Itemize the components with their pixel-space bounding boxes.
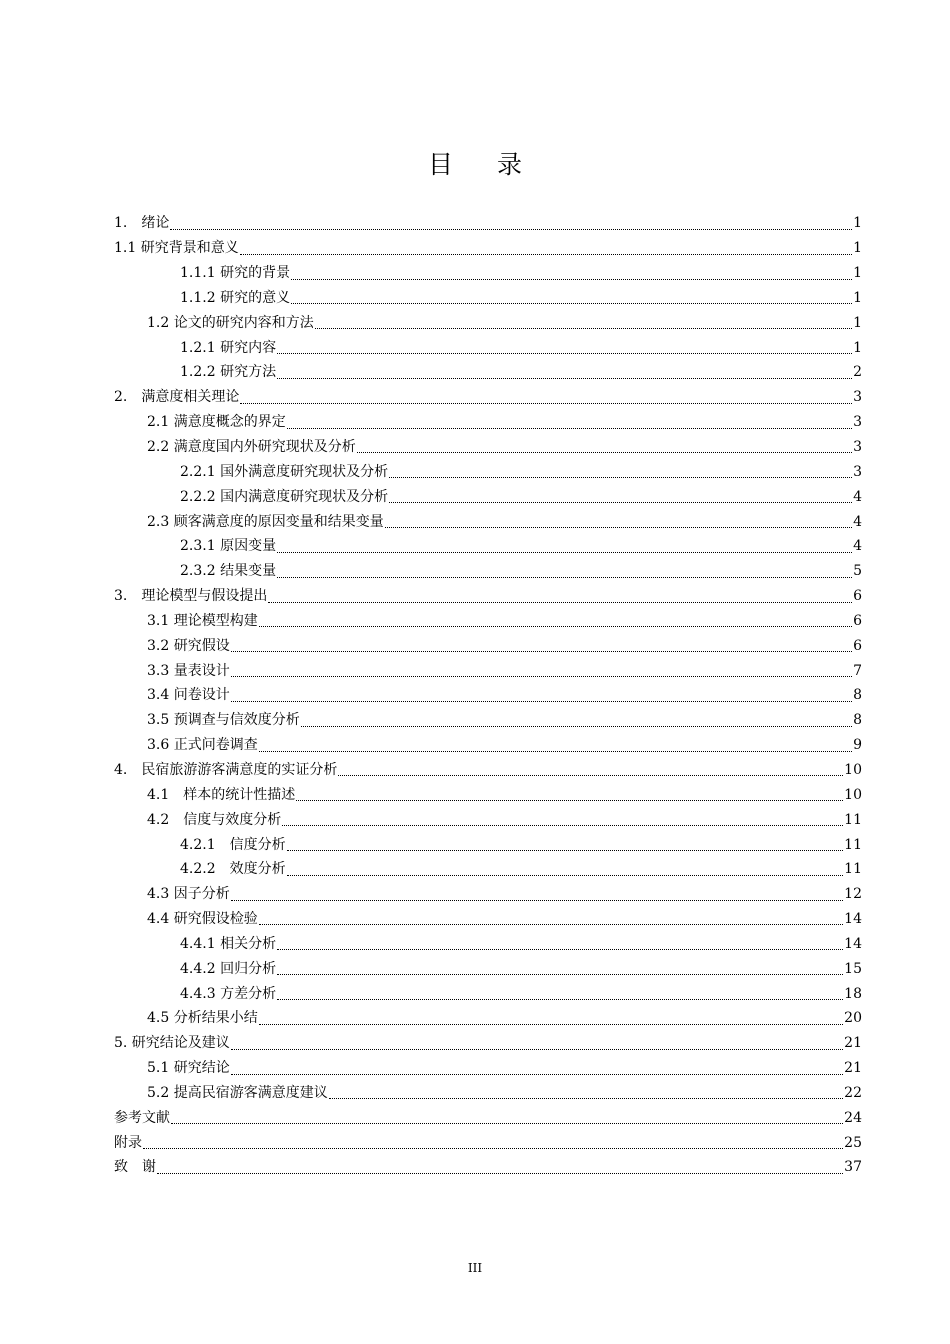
toc-entry-label: 4.4.1 相关分析 — [180, 935, 277, 952]
toc-entry-page: 6 — [853, 588, 862, 605]
toc-entry-label: 1.2.2 研究方法 — [180, 364, 277, 381]
toc-entry-page: 10 — [844, 761, 862, 778]
toc-entry-label: 4.5 分析结果小结 — [147, 1010, 258, 1027]
toc-entry-label: 2.3.2 结果变量 — [180, 563, 277, 580]
toc-entry-page: 3 — [853, 414, 862, 431]
toc-entry[interactable] — [114, 1081, 862, 1106]
toc-entry-label: 1.1.1 研究的背景 — [180, 265, 291, 282]
toc-entry-label: 2.1 满意度概念的界定 — [147, 414, 286, 431]
toc-entry-label: 3.3 量表设计 — [147, 662, 230, 679]
toc-entry[interactable] — [114, 857, 862, 882]
toc-dot-leader — [338, 775, 843, 776]
toc-entry-label: 参考文献 — [114, 1109, 170, 1126]
toc-entry-label: 4.4.2 回归分析 — [180, 960, 277, 977]
toc-entry-label: 1.2.1 研究内容 — [180, 339, 277, 356]
toc-dot-leader — [291, 303, 852, 304]
toc-dot-leader — [259, 626, 852, 627]
toc-dot-leader — [171, 1123, 843, 1124]
toc-entry[interactable] — [114, 1031, 862, 1056]
toc-dot-leader — [231, 900, 843, 901]
toc-entry-label: 3.1 理论模型构建 — [147, 612, 258, 629]
toc-entry-label: 致 谢 — [114, 1159, 156, 1176]
toc-dot-leader — [259, 924, 843, 925]
toc-entry-page: 8 — [853, 712, 862, 729]
toc-entry-page: 22 — [844, 1084, 862, 1101]
toc-entry[interactable] — [114, 907, 862, 932]
toc-entry-page: 1 — [853, 240, 862, 257]
toc-entry[interactable] — [114, 1056, 862, 1081]
toc-entry[interactable] — [114, 286, 862, 311]
toc-entry-page: 12 — [844, 886, 862, 903]
toc-entry-label: 2. 满意度相关理论 — [114, 389, 240, 406]
table-of-contents — [114, 211, 862, 1180]
toc-entry-page: 7 — [853, 662, 862, 679]
toc-entry-page: 2 — [853, 364, 862, 381]
toc-dot-leader — [277, 974, 843, 975]
toc-entry-page: 14 — [844, 911, 862, 928]
toc-entry[interactable] — [114, 758, 862, 783]
toc-entry-page: 11 — [844, 861, 862, 878]
toc-entry-label: 2.2.1 国外满意度研究现状及分析 — [180, 463, 389, 480]
toc-entry-page: 3 — [853, 439, 862, 456]
toc-entry-page: 5 — [853, 563, 862, 580]
toc-entry-label: 4.4 研究假设检验 — [147, 911, 258, 928]
toc-dot-leader — [277, 378, 852, 379]
toc-entry-label: 1.1 研究背景和意义 — [114, 240, 239, 257]
toc-dot-leader — [291, 279, 852, 280]
toc-entry-label: 5. 研究结论及建议 — [114, 1035, 230, 1052]
toc-entry-page: 11 — [844, 836, 862, 853]
toc-dot-leader — [240, 403, 852, 404]
toc-entry[interactable] — [114, 609, 862, 634]
toc-entry[interactable] — [114, 435, 862, 460]
toc-entry[interactable] — [114, 981, 862, 1006]
toc-entry[interactable] — [114, 1006, 862, 1031]
toc-dot-leader — [170, 229, 852, 230]
toc-entry[interactable] — [114, 956, 862, 981]
toc-entry-label: 3.4 问卷设计 — [147, 687, 230, 704]
toc-entry-label: 5.1 研究结论 — [147, 1060, 230, 1077]
toc-entry[interactable] — [114, 484, 862, 509]
toc-dot-leader — [287, 850, 844, 851]
toc-entry-page: 6 — [853, 612, 862, 629]
toc-dot-leader — [240, 254, 852, 255]
page-number-footer: III — [467, 1261, 483, 1275]
toc-entry-page: 20 — [844, 1010, 862, 1027]
toc-entry[interactable] — [114, 708, 862, 733]
toc-entry[interactable] — [114, 807, 862, 832]
toc-entry-page: 25 — [844, 1134, 862, 1151]
toc-entry-label: 1.2 论文的研究内容和方法 — [147, 314, 314, 331]
toc-entry-page: 14 — [844, 935, 862, 952]
toc-entry-label: 4.2.1 信度分析 — [180, 836, 286, 853]
toc-dot-leader — [268, 602, 852, 603]
toc-dot-leader — [231, 1074, 843, 1075]
toc-entry[interactable] — [114, 509, 862, 534]
toc-entry-page: 18 — [844, 985, 862, 1002]
toc-entry[interactable] — [114, 335, 862, 360]
toc-entry-page: 1 — [853, 215, 862, 232]
toc-entry-label: 4.4.3 方差分析 — [180, 985, 277, 1002]
toc-dot-leader — [231, 701, 852, 702]
toc-entry[interactable] — [114, 459, 862, 484]
toc-entry[interactable] — [114, 310, 862, 335]
toc-entry-label: 4.3 因子分析 — [147, 886, 230, 903]
toc-entry[interactable] — [114, 410, 862, 435]
toc-entry-label: 3. 理论模型与假设提出 — [114, 588, 268, 605]
toc-entry-page: 21 — [844, 1060, 862, 1077]
toc-entry-page: 1 — [853, 265, 862, 282]
page-title: 目 录 — [428, 150, 540, 179]
toc-entry-page: 9 — [853, 737, 862, 754]
toc-dot-leader — [329, 1098, 843, 1099]
toc-entry[interactable] — [114, 931, 862, 956]
toc-dot-leader — [287, 428, 852, 429]
toc-entry-label: 1.1.2 研究的意义 — [180, 289, 291, 306]
toc-dot-leader — [282, 825, 843, 826]
toc-entry-label: 4.2 信度与效度分析 — [147, 811, 282, 828]
toc-entry-page: 15 — [844, 960, 862, 977]
toc-entry-page: 1 — [853, 339, 862, 356]
toc-entry-label: 2.3.1 原因变量 — [180, 538, 277, 555]
toc-entry[interactable] — [114, 683, 862, 708]
toc-entry[interactable] — [114, 211, 862, 236]
toc-dot-leader — [277, 353, 852, 354]
toc-entry-page: 24 — [844, 1109, 862, 1126]
toc-entry-label: 3.6 正式问卷调查 — [147, 737, 258, 754]
toc-entry-label: 4. 民宿旅游游客满意度的实证分析 — [114, 761, 338, 778]
toc-entry[interactable] — [114, 261, 862, 286]
toc-entry[interactable] — [114, 832, 862, 857]
toc-entry-label: 5.2 提高民宿游客满意度建议 — [147, 1084, 328, 1101]
toc-dot-leader — [385, 527, 852, 528]
toc-dot-leader — [231, 676, 852, 677]
toc-entry-page: 3 — [853, 389, 862, 406]
toc-entry-page: 3 — [853, 463, 862, 480]
toc-entry[interactable] — [114, 633, 862, 658]
toc-dot-leader — [231, 651, 852, 652]
toc-dot-leader — [301, 726, 852, 727]
toc-dot-leader — [277, 552, 852, 553]
toc-entry[interactable] — [114, 1130, 862, 1155]
toc-entry-page: 4 — [853, 538, 862, 555]
toc-dot-leader — [389, 477, 852, 478]
toc-entry-label: 4.1 样本的统计性描述 — [147, 786, 296, 803]
toc-dot-leader — [143, 1148, 843, 1149]
toc-dot-leader — [357, 452, 852, 453]
toc-dot-leader — [231, 1049, 843, 1050]
toc-dot-leader — [277, 949, 843, 950]
toc-entry-page: 1 — [853, 289, 862, 306]
toc-entry[interactable] — [114, 584, 862, 609]
toc-entry-label: 3.5 预调查与信效度分析 — [147, 712, 300, 729]
toc-dot-leader — [277, 999, 843, 1000]
toc-entry-label: 3.2 研究假设 — [147, 637, 230, 654]
toc-entry-page: 10 — [844, 786, 862, 803]
toc-entry[interactable] — [114, 1155, 862, 1180]
toc-entry-page: 1 — [853, 314, 862, 331]
toc-entry-page: 4 — [853, 513, 862, 530]
toc-entry-page: 37 — [844, 1159, 862, 1176]
toc-entry-page: 8 — [853, 687, 862, 704]
toc-dot-leader — [296, 800, 843, 801]
toc-entry-page: 4 — [853, 488, 862, 505]
toc-entry-label: 2.2 满意度国内外研究现状及分析 — [147, 439, 356, 456]
toc-entry-page: 6 — [853, 637, 862, 654]
toc-entry-page: 11 — [844, 811, 862, 828]
toc-entry[interactable] — [114, 733, 862, 758]
toc-dot-leader — [157, 1173, 843, 1174]
toc-entry-page: 21 — [844, 1035, 862, 1052]
toc-dot-leader — [259, 751, 852, 752]
toc-entry-label: 附录 — [114, 1134, 142, 1151]
toc-entry-label: 2.2.2 国内满意度研究现状及分析 — [180, 488, 389, 505]
toc-entry[interactable] — [114, 534, 862, 559]
toc-entry[interactable] — [114, 658, 862, 683]
toc-dot-leader — [259, 1024, 843, 1025]
toc-entry[interactable] — [114, 882, 862, 907]
toc-entry[interactable] — [114, 360, 862, 385]
toc-entry-label: 2.3 顾客满意度的原因变量和结果变量 — [147, 513, 384, 530]
toc-entry-label: 4.2.2 效度分析 — [180, 861, 286, 878]
toc-entry[interactable] — [114, 1105, 862, 1130]
toc-dot-leader — [389, 502, 852, 503]
toc-dot-leader — [287, 875, 844, 876]
toc-entry[interactable] — [114, 385, 862, 410]
toc-entry[interactable] — [114, 559, 862, 584]
toc-dot-leader — [315, 328, 852, 329]
toc-entry[interactable] — [114, 236, 862, 261]
toc-dot-leader — [277, 577, 852, 578]
toc-entry[interactable] — [114, 782, 862, 807]
toc-entry-label: 1. 绪论 — [114, 215, 170, 232]
